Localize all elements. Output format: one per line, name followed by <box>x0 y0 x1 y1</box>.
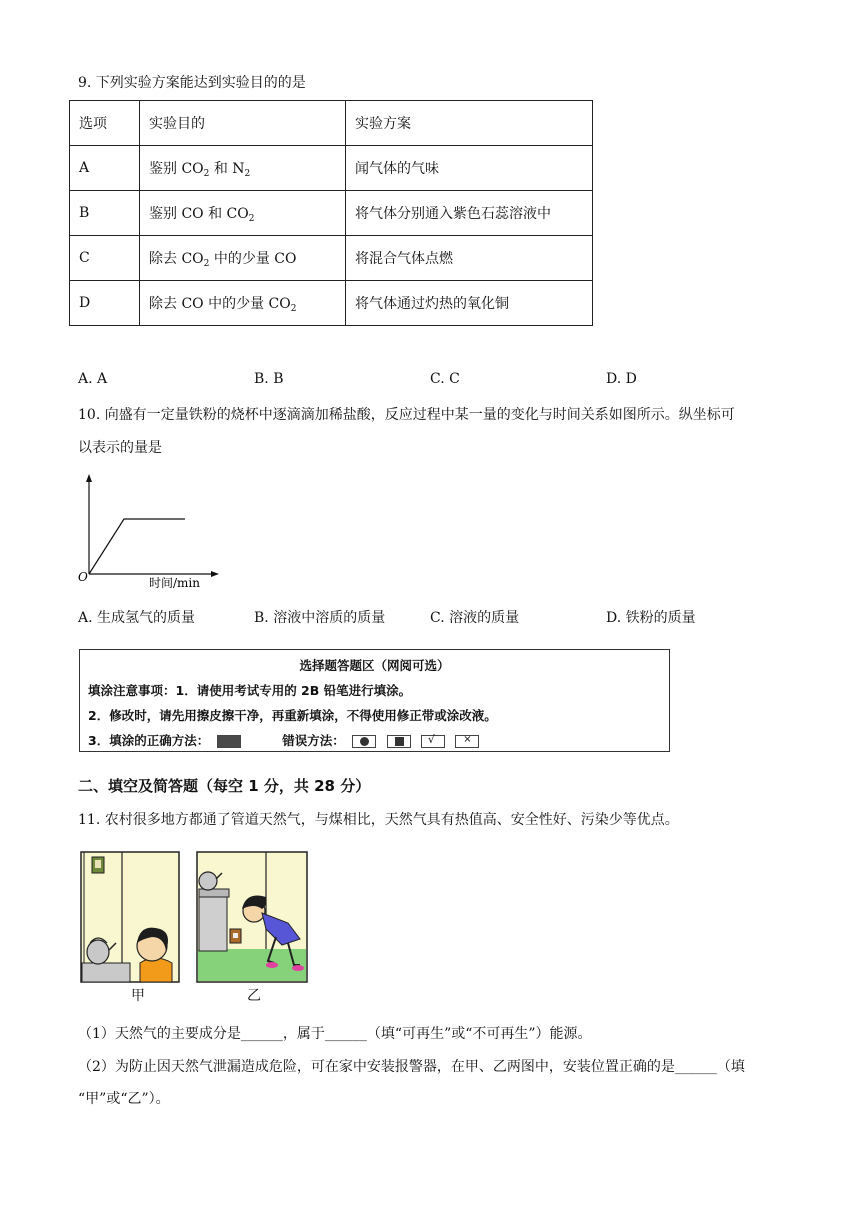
q10-stem-line2: 以表示的量是 <box>78 440 162 456</box>
row-option: A <box>70 146 140 191</box>
table-header-row <box>70 101 593 146</box>
notice-title: 选择题答题区（网阅可选） <box>299 658 450 673</box>
header-plan: 实验方案 <box>346 101 593 146</box>
answer-area-notice <box>79 649 670 752</box>
section2-heading: 二、填空及简答题（每空 1 分，共 28 分） <box>78 777 371 795</box>
table-row <box>70 281 593 326</box>
notice-line2: 2．修改时，请先用擦皮擦干净，再重新填涂，不得使用修正带或涂改液。 <box>88 708 497 723</box>
row-purpose: 除去 CO 中的少量 $CO_2$ <box>140 281 346 326</box>
q10-choice-d: D. 铁粉的质量 <box>606 610 696 626</box>
q9-choice-c: C. C <box>430 371 460 387</box>
q9-choice-a: A. A <box>78 371 108 387</box>
row-option: D <box>70 281 140 326</box>
picture-label-yi: 乙 <box>247 988 261 1004</box>
q10-stem-line1: 10. 向盛有一定量铁粉的烧杯中逐滴滴加稀盐酸，反应过程中某一量的变化与时间关系如图所示。纵坐标可 <box>78 407 735 423</box>
x-axis-arrow-icon <box>211 571 219 577</box>
graph-curve <box>89 519 185 574</box>
row-purpose: 鉴别 $CO_2$ 和 $N_2$ <box>140 146 346 191</box>
origin-label: O <box>78 570 88 584</box>
row-purpose: 鉴别 CO 和 $CO_2$ <box>140 191 346 236</box>
notice-line3 <box>88 731 482 749</box>
q9-options-table <box>69 100 593 326</box>
kettle-icon <box>87 940 109 964</box>
q9-stem: 9. 下列实验方案能达到实验目的的是 <box>78 75 306 91</box>
q11-picture-jia <box>80 851 180 984</box>
row-plan: 闻气体的气味 <box>346 146 593 191</box>
q9-choice-b: B. B <box>254 371 284 387</box>
correct-fill-icon <box>217 735 241 748</box>
wrong-check-icon: √ <box>421 735 445 748</box>
q11-sub2-line1: （2）为防止因天然气泄漏造成危险，可在家中安装报警器，在甲、乙两图中，安装位置正确的是______（填 <box>78 1059 745 1075</box>
row-plan: 将气体分别通入紫色石蕊溶液中 <box>346 191 593 236</box>
q10-choice-c: C. 溶液的质量 <box>430 610 520 626</box>
header-option: 选项 <box>70 101 140 146</box>
wrong-square-icon <box>387 735 411 748</box>
q10-graph <box>74 470 224 592</box>
row-option: C <box>70 236 140 281</box>
table-row <box>70 146 593 191</box>
q10-choice-a: A. 生成氢气的质量 <box>78 610 196 626</box>
q11-sub1: （1）天然气的主要成分是______，属于______（填“可再生”或“不可再生”）能源。 <box>78 1026 592 1042</box>
header-purpose: 实验目的 <box>140 101 346 146</box>
row-plan: 将气体通过灼热的氧化铜 <box>346 281 593 326</box>
row-purpose: 除去 $CO_2$ 中的少量 CO <box>140 236 346 281</box>
q9-choice-d: D. D <box>606 371 637 387</box>
q11-picture-yi <box>196 851 308 984</box>
row-plan: 将混合气体点燃 <box>346 236 593 281</box>
x-axis-label: 时间/min <box>149 576 200 590</box>
y-axis-arrow-icon <box>86 474 92 482</box>
q11-stem: 11. 农村很多地方都通了管道天然气，与煤相比，天然气具有热值高、安全性好、污染少等优点。 <box>78 812 679 828</box>
table-row <box>70 236 593 281</box>
q10-choice-b: B. 溶液中溶质的质量 <box>254 610 386 626</box>
gas-stove-cabinet-icon <box>199 896 227 951</box>
wrong-method-label: 错误方法： <box>282 733 345 748</box>
wrong-circle-icon <box>352 735 376 748</box>
picture-label-jia: 甲 <box>131 988 145 1004</box>
correct-method-label: 3．填涂的正确方法： <box>88 733 210 748</box>
wrong-cross-icon: × <box>455 735 479 748</box>
table-row <box>70 191 593 236</box>
notice-line1: 填涂注意事项：1．请使用考试专用的 2B 铅笔进行填涂。 <box>88 683 412 698</box>
row-option: B <box>70 191 140 236</box>
q11-sub2-line2: “甲”或“乙”）。 <box>78 1091 170 1107</box>
kettle-icon <box>199 872 217 890</box>
